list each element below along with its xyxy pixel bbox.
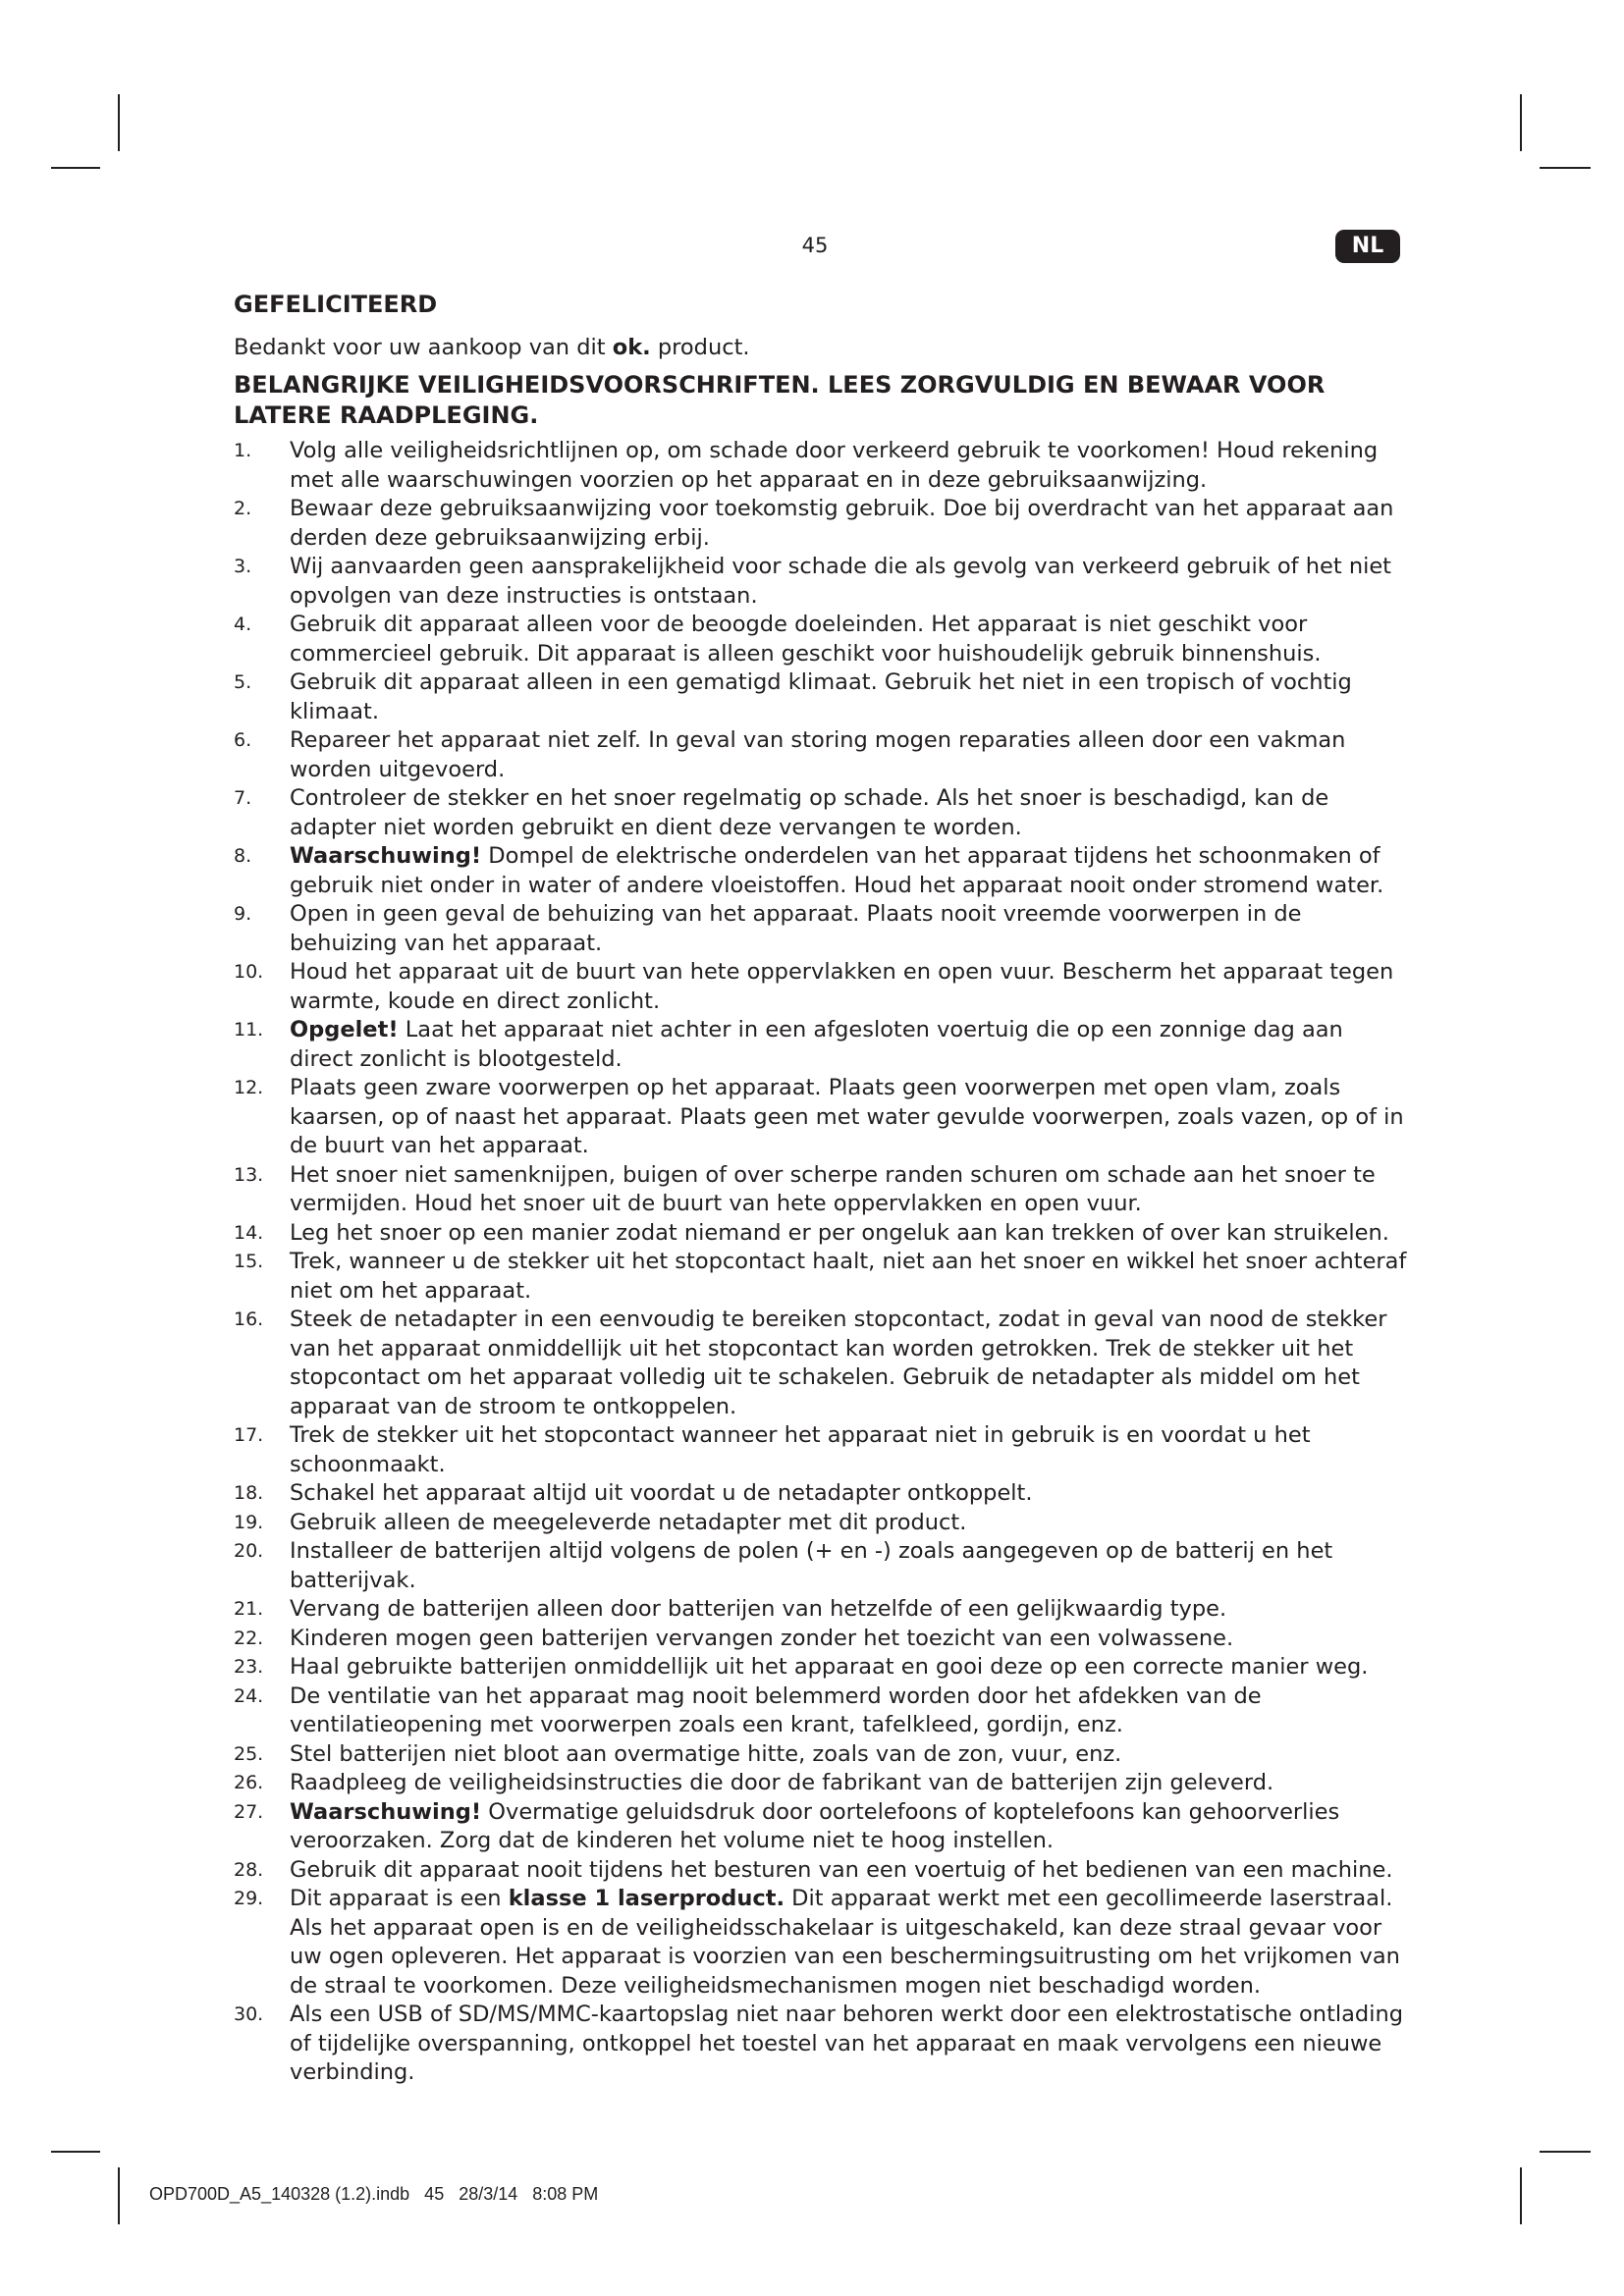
list-item-emphasis: klasse 1 laserproduct. [508,1886,785,1911]
list-item-body: Vervang de batterijen alleen door batterijen van hetzelfde of een gelijkwaardig type. [290,1596,1227,1622]
list-item-number: 30. [234,2003,264,2025]
list-item [234,1479,1412,1509]
document-body [234,291,1412,2088]
list-item-text [290,2002,1403,2085]
list-item-body: Leg het snoer op een manier zodat niemand er per ongeluk aan kan trekken of over kan struikelen. [290,1219,1389,1246]
intro-brand: ok. [612,334,651,360]
crop-mark-top-left [118,94,120,151]
list-item-text [290,1422,1311,1477]
safety-rules-list [234,437,1412,2088]
list-item [234,1537,1412,1595]
list-item [234,553,1412,611]
list-item-body: Controleer de stekker en het snoer regelmatig op schade. Als het snoer is beschadigd, kan de adapter niet worden gebruikt en dient deze vervangen te worden. [290,785,1329,840]
crop-mark-top-left-h [51,167,100,169]
list-item-text [290,1741,1121,1767]
list-item-number: 14. [234,1221,264,1244]
list-item [234,726,1412,784]
list-item-body: Overmatige geluidsdruk door oortelefoons of koptelefoons kan gehoorverlies veroorzaken. Zorg dat de kinderen het volume niet te hoog instellen. [290,1798,1340,1853]
list-item [234,437,1412,495]
list-item-text [290,1220,1389,1246]
list-item [234,1856,1412,1886]
list-item-number: 22. [234,1627,264,1649]
list-item [234,1074,1412,1161]
list-item-body: Haal gebruikte batterijen onmiddellijk uit het apparaat en gooi deze op een correcte manier weg. [290,1654,1369,1680]
list-item-number: 5. [234,671,252,693]
list-item-body: Bewaar deze gebruiksaanwijzing voor toekomstig gebruik. Doe bij overdracht van het apparaat aan derden deze gebruiksaanwijzing erbij. [290,496,1394,551]
list-item-number: 16. [234,1308,264,1330]
list-item-body: Plaats geen zware voorwerpen op het apparaat. Plaats geen voorwerpen met open vlam, zoals kaarsen, op of naast het apparaat. Plaats geen met water gevulde voorwerpen, zoals vazen, op of in de buurt van het apparaat. [290,1075,1404,1158]
list-item-number: 9. [234,903,252,925]
list-item-text [290,1510,966,1535]
list-item-number: 19. [234,1511,264,1533]
list-item-text [290,669,1352,724]
list-item-body: Steek de netadapter in een eenvoudig te bereiken stopcontact, zodat in geval van nood de stekker van het apparaat onmiddellijk uit het stopcontact kan worden getrokken. Trek de stekker uit het stopcontact om het apparaat volledig uit te schakelen. Gebruik de netadapter als middel om het apparaat van de stroom te ontkoppelen. [290,1307,1387,1419]
list-item-number: 20. [234,1540,264,1562]
list-item-text [290,1162,1376,1217]
list-item-text [290,1799,1339,1854]
list-item-text [290,1770,1273,1795]
list-item-body: Raadpleeg de veiligheidsinstructies die door de fabrikant van de batterijen zijn geleverd. [290,1770,1274,1795]
intro-before: Bedankt voor uw aankoop van dit [234,334,613,360]
crop-mark-bottom-left-h [51,2151,100,2153]
list-item-number: 29. [234,1888,264,1909]
print-slug: OPD700D_A5_140328 (1.2).indb 45 28/3/14 8:08 PM [149,2184,599,2204]
list-item-text [290,901,1302,956]
list-item-number: 12. [234,1077,264,1098]
list-item [234,2001,1412,2088]
crop-mark-top-right-h [1540,167,1591,169]
list-item [234,1625,1412,1654]
list-item-text [290,1249,1406,1304]
list-item-text [290,843,1383,898]
list-item [234,1682,1412,1740]
list-item-body: Stel batterijen niet bloot aan overmatige hitte, zoals van de zon, vuur, enz. [290,1740,1122,1767]
document-title: GEFELICITEERD [234,291,438,318]
list-item-text [290,1480,1033,1506]
list-item [234,1509,1412,1538]
language-badge: NL [1335,230,1400,263]
list-item [234,1306,1412,1421]
list-item-body: Het snoer niet samenknijpen, buigen of over scherpe randen schuren om schade aan het snoer te vermijden. Houd het snoer uit de buurt van hete oppervlakken en open vuur. [290,1161,1376,1216]
safety-heading: BELANGRIJKE VEILIGHEIDSVOORSCHRIFTEN. LEES ZORGVULDIG EN BEWAAR VOOR LATERE RAADPLEGING. [234,371,1326,429]
list-item-number: 17. [234,1424,264,1446]
list-item-text [290,554,1391,609]
list-item-text [290,1307,1386,1419]
list-item-number: 15. [234,1251,264,1272]
list-item [234,784,1412,842]
list-item-body: Schakel het apparaat altijd uit voordat u de netadapter ontkoppelt. [290,1480,1033,1506]
list-item-number: 11. [234,1019,264,1041]
list-item [234,1798,1412,1856]
list-item-body: Volg alle veiligheidsrichtlijnen op, om schade door verkeerd gebruik te voorkomen! Houd rekening met alle waarschuwingen voorzien op het apparaat en in deze gebruiksaanwijzing. [290,438,1379,493]
list-item-text [290,438,1378,493]
list-item [234,611,1412,668]
intro-text [234,334,1412,363]
crop-mark-bottom-left [118,2167,120,2224]
list-item-body-continued: Dit apparaat werkt met een gecollimeerde laserstraal. Als het apparaat open is en de veiligheidsschakelaar is uitgeschakeld, kan deze straal gevaar voor uw ogen opleveren. Het apparaat is voorzien van een beschermingsuitrusting om het vrijkomen van de straal te voorkomen. Deze veiligheidsmechanismen mogen niet beschadigd worden. [290,1886,1400,1999]
list-item-text [290,1626,1233,1651]
list-item [234,1421,1412,1479]
list-item-number: 10. [234,961,264,983]
list-item-number: 3. [234,556,252,577]
list-item-number: 4. [234,614,252,635]
list-item [234,668,1412,726]
list-item-number: 21. [234,1598,264,1620]
crop-mark-bottom-right-h [1540,2151,1591,2153]
list-item-body: Gebruik alleen de meegeleverde netadapter met dit product. [290,1509,967,1535]
list-item-body: Open in geen geval de behuizing van het apparaat. Plaats nooit vreemde voorwerpen in de behuizing van het apparaat. [290,901,1302,956]
list-item-body: Dit apparaat is een [290,1886,509,1911]
list-item [234,1016,1412,1074]
list-item [234,1885,1412,2001]
list-item-body: Installeer de batterijen altijd volgens de polen (+ en -) zoals aangegeven op de batterij en het batterijvak. [290,1538,1333,1593]
page-number: 45 [801,234,829,257]
list-item-emphasis: Waarschuwing! [290,1798,482,1825]
list-item-text [290,785,1328,840]
list-item-body: Laat het apparaat niet achter in een afgesloten voertuig die op een zonnige dag aan direct zonlicht is blootgesteld. [290,1017,1343,1072]
list-item [234,495,1412,553]
list-item-number: 13. [234,1163,264,1186]
list-item [234,1248,1412,1306]
list-item-text [290,1017,1343,1072]
list-item-body: Houd het apparaat uit de buurt van hete oppervlakken en open vuur. Bescherm het apparaat tegen warmte, koude en direct zonlicht. [290,959,1394,1014]
list-item-number: 25. [234,1742,264,1765]
list-item [234,1595,1412,1625]
list-item-body: Dompel de elektrische onderdelen van het apparaat tijdens het schoonmaken of gebruik niet onder in water of andere vloeistoffen. Houd het apparaat nooit onder stromend water. [290,843,1384,898]
list-item-text [290,1538,1332,1593]
list-item-body: Als een USB of SD/MS/MMC-kaartopslag niet naar behoren werkt door een elektrostatische ontlading of tijdelijke overspanning, ontkoppel het toestel van het apparaat en maak vervolgens een nieuwe verbinding. [290,2002,1404,2085]
list-item [234,1740,1412,1770]
list-item [234,1769,1412,1798]
list-item-text [290,1654,1368,1680]
list-item-text [290,959,1393,1014]
list-item [234,900,1412,958]
list-item [234,1161,1412,1219]
list-item-body: Repareer het apparaat niet zelf. In geval van storing mogen reparaties alleen door een vakman worden uitgevoerd. [290,727,1346,782]
list-item-text [290,1596,1226,1622]
list-item-text [290,496,1393,551]
list-item-text [290,1075,1404,1158]
list-item-body: De ventilatie van het apparaat mag nooit belemmerd worden door het afdekken van de ventilatieopening met voorwerpen zoals een krant, tafelkleed, gordijn, enz. [290,1682,1262,1737]
list-item-number: 18. [234,1482,264,1504]
list-item-number: 26. [234,1772,264,1793]
list-item-body: Kinderen mogen geen batterijen vervangen zonder het toezicht van een volwassene. [290,1625,1234,1651]
list-item-number: 28. [234,1858,264,1881]
list-item-number: 1. [234,440,252,461]
list-item-text [290,1886,1400,1999]
list-item-number: 24. [234,1684,264,1707]
list-item-number: 6. [234,729,252,751]
list-item-body: Trek de stekker uit het stopcontact wanneer het apparaat niet in gebruik is en voordat u het schoonmaakt. [290,1422,1311,1477]
list-item-number: 7. [234,787,252,809]
list-item-text [290,1857,1393,1883]
crop-mark-top-right [1520,94,1522,151]
list-item-text [290,727,1345,782]
list-item-emphasis: Opgelet! [290,1017,399,1042]
list-item [234,1653,1412,1682]
list-item-number: 2. [234,498,252,519]
list-item-number: 8. [234,845,252,867]
list-item-body: Wij aanvaarden geen aansprakelijkheid voor schade die als gevolg van verkeerd gebruik of het niet opvolgen van deze instructies is ontstaan. [290,554,1392,609]
list-item-text [290,1683,1262,1738]
list-item [234,958,1412,1016]
list-item-emphasis: Waarschuwing! [290,843,482,869]
crop-mark-bottom-right [1520,2167,1522,2224]
list-item-body: Gebruik dit apparaat alleen in een gematigd klimaat. Gebruik het niet in een tropisch of vochtig klimaat. [290,669,1352,724]
list-item [234,842,1412,900]
list-item-body: Gebruik dit apparaat nooit tijdens het besturen van een voertuig of het bedienen van een machine. [290,1856,1393,1883]
list-item-number: 23. [234,1656,264,1678]
list-item-body: Trek, wanneer u de stekker uit het stopcontact haalt, niet aan het snoer en wikkel het snoer achteraf niet om het apparaat. [290,1249,1407,1304]
list-item-number: 27. [234,1800,264,1823]
intro-after: product. [650,334,750,360]
list-item-body: Gebruik dit apparaat alleen voor de beoogde doeleinden. Het apparaat is niet geschikt voor commercieel gebruik. Dit apparaat is alleen geschikt voor huishoudelijk gebruik binnenshuis. [290,612,1322,667]
list-item-text [290,612,1322,667]
list-item [234,1219,1412,1249]
